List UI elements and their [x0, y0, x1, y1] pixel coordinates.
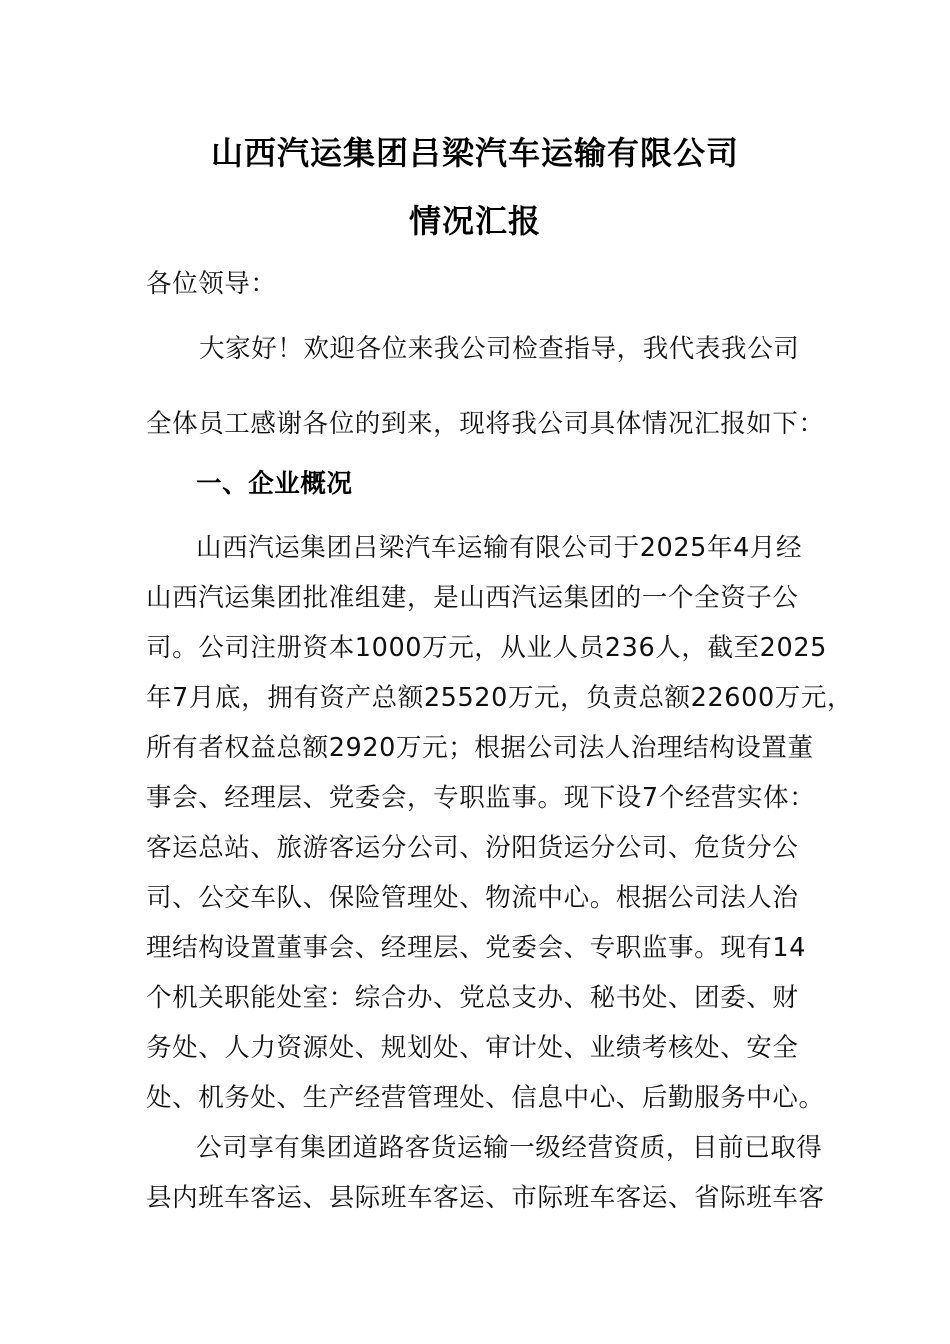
paragraph-line: 山西汽运集团吕梁汽车运输有限公司于2025年4月经	[196, 533, 803, 563]
intro-line: 大家好！欢迎各位来我公司检查指导，我代表我公司	[199, 334, 800, 364]
paragraph-line: 处、机务处、生产经营管理处、信息中心、后勤服务中心。	[146, 1083, 825, 1113]
paragraph-line: 公司享有集团道路客货运输一级经营资质，目前已取得	[196, 1133, 823, 1163]
intro-line: 全体员工感谢各位的到来，现将我公司具体情况汇报如下：	[146, 409, 825, 439]
paragraph-line: 客运总站、旅游客运分公司、汾阳货运分公司、危货分公	[146, 833, 799, 863]
paragraph-line: 务处、人力资源处、规划处、审计处、业绩考核处、安全	[146, 1033, 799, 1063]
paragraph-line: 个机关职能处室：综合办、党总支办、秘书处、团委、财	[146, 983, 799, 1013]
paragraph-line: 所有者权益总额2920万元；根据公司法人治理结构设置董	[146, 733, 814, 763]
paragraph-line: 事会、经理层、党委会，专职监事。现下设7个经营实体：	[146, 783, 816, 813]
paragraph-line: 司。公司注册资本1000万元，从业人员236人，截至2025	[146, 633, 827, 663]
paragraph-line: 年7月底，拥有资产总额25520万元，负责总额22600万元，	[146, 683, 854, 713]
document-title: 山西汽运集团吕梁汽车运输有限公司	[210, 134, 739, 172]
paragraph-line: 山西汽运集团批准组建，是山西汽运集团的一个全资子公	[146, 583, 799, 613]
paragraph-line: 县内班车客运、县际班车客运、市际班车客运、省际班车客	[146, 1183, 825, 1213]
salutation: 各位领导：	[146, 269, 277, 299]
section-heading: 一、企业概况	[196, 469, 353, 499]
paragraph-line: 理结构设置董事会、经理层、党委会、专职监事。现有14	[146, 933, 807, 963]
document-subtitle: 情况汇报	[408, 202, 541, 240]
paragraph-line: 司、公交车队、保险管理处、物流中心。根据公司法人治	[146, 883, 799, 913]
